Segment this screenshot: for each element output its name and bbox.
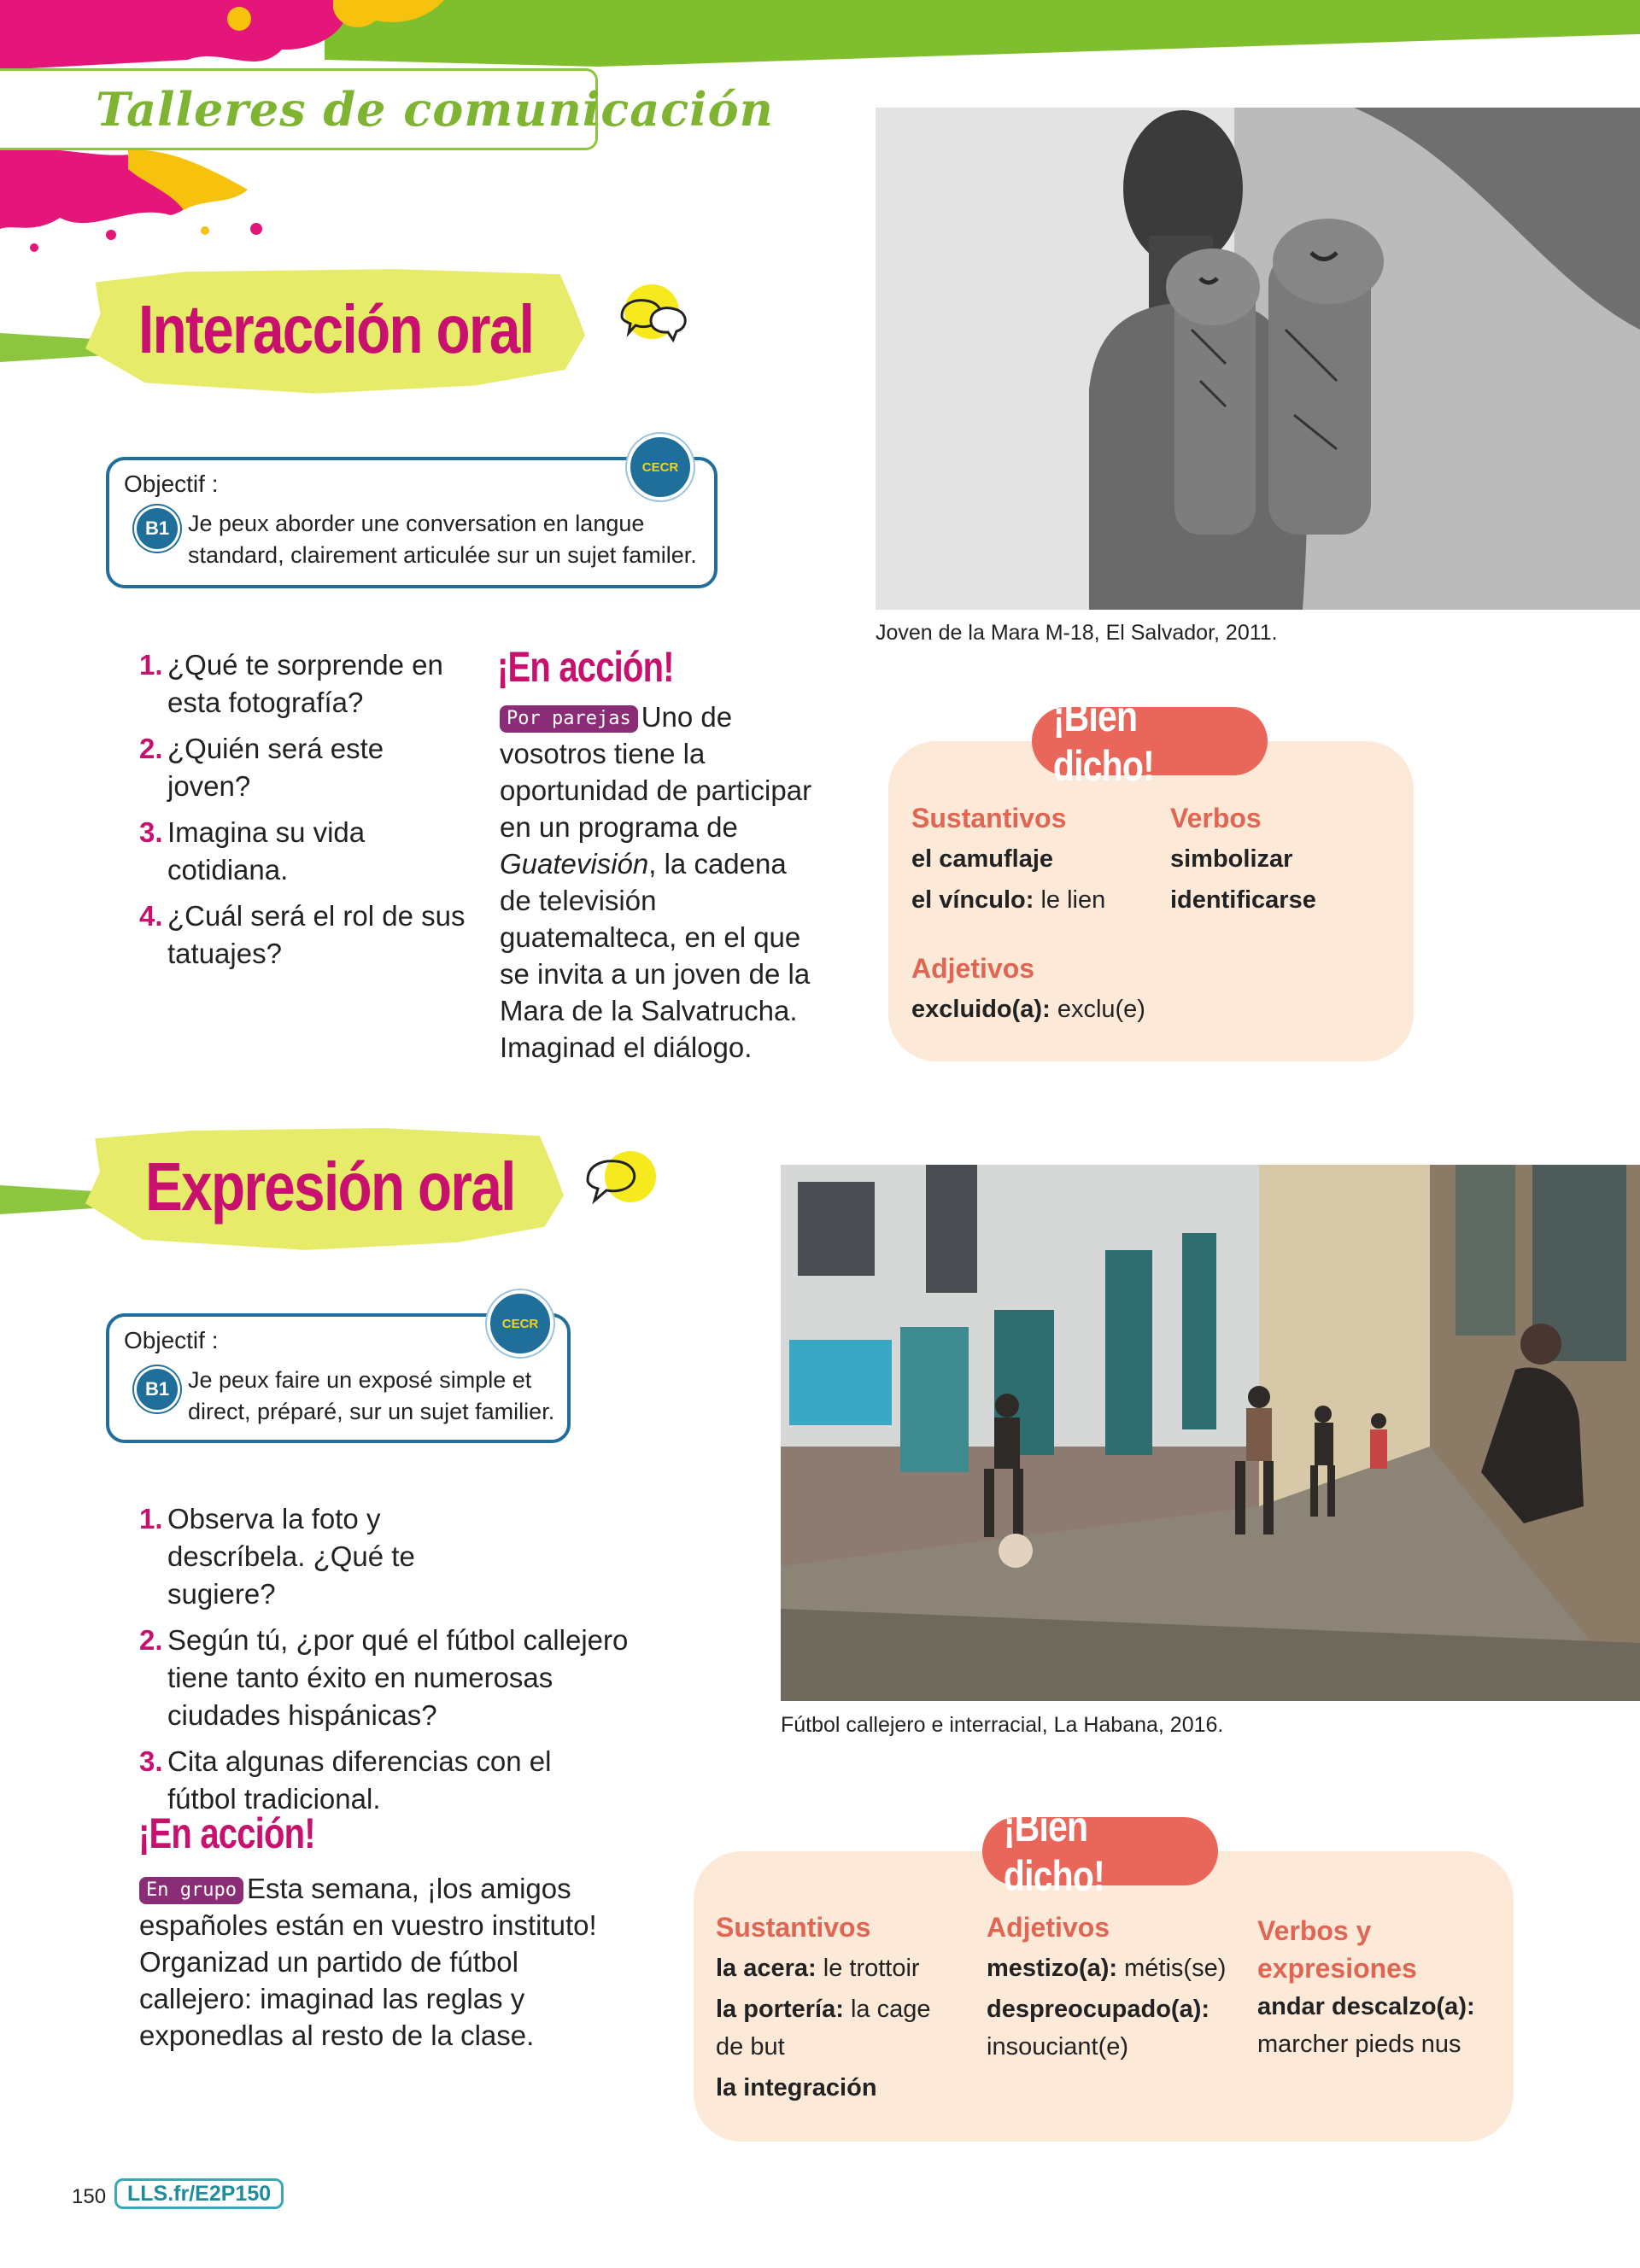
objective-label-2: Objectif :	[124, 1327, 219, 1353]
objective-text-1	[188, 508, 697, 571]
question-list-2	[139, 1500, 652, 1827]
photo-caption-1: Joven de la Mara M-18, El Salvador, 2011.	[876, 621, 1278, 645]
objective-text-1-line1: Je peux aborder une conversation en langue	[188, 511, 645, 536]
photo-caption-2: Fútbol callejero e interracial, La Habana, 2016.	[781, 1713, 1224, 1737]
bien-dicho-pill-2: ¡Bien dicho!	[982, 1817, 1218, 1885]
en-accion-title-1: ¡En acción!	[497, 643, 674, 691]
level-badge-2: B1	[134, 1366, 180, 1412]
question-item: 2. ¿Quién será este joven?	[139, 733, 384, 802]
question-item: 2. Según tú, ¿por qué el fútbol callejero tiene tanto éxito en numerosas ciudades hispánicas?	[139, 1624, 629, 1731]
bien-dicho-pill-1: ¡Bien dicho!	[1032, 707, 1268, 775]
photo-gang-member-drawing	[876, 108, 1640, 610]
task-tag-por-parejas: Por parejas	[500, 705, 638, 733]
en-accion-title-2: ¡En acción!	[138, 1809, 315, 1857]
question-item: 1. ¿Qué te sorprende en esta fotografía?	[139, 649, 443, 718]
section1-title: Interacción oral	[138, 291, 534, 367]
vocab1-adjetivos-heading: Adjetivos	[911, 953, 1035, 984]
vocab2-adjetivos-heading: Adjetivos	[987, 1912, 1110, 1943]
photo-street-football-drawing	[781, 1165, 1640, 1701]
question-item: 3. Imagina su vida cotidiana.	[139, 816, 366, 886]
objective-text-2-line2: direct, préparé, sur un sujet familier.	[188, 1399, 555, 1424]
cecr-badge-2: CECR	[487, 1290, 554, 1357]
page-header-title: Talleres de comunicación	[96, 82, 774, 137]
task-tag-en-grupo: En grupo	[139, 1877, 243, 1904]
cecr-badge-1: CECR	[627, 434, 694, 500]
photo-gang-member	[876, 108, 1640, 610]
photo-street-football	[781, 1165, 1640, 1701]
vocab1-sustantivos-heading: Sustantivos	[911, 803, 1067, 833]
en-accion-text-1: Por parejas Uno de vosotros tiene la oportunidad de participar en un programa de Guatevisión, la cadena de televisión guatemalteca, en el que se invita a un joven de la Mara de la Salvatrucha. Imaginad el diálogo.	[500, 701, 812, 1063]
question-item: 4. ¿Cuál será el rol de sus tatuajes?	[139, 900, 466, 969]
speech-bubble-icon	[581, 1148, 666, 1216]
vocab2-verbos-list: andar descalzo(a): marcher pieds nus	[1257, 1993, 1475, 2058]
section2-title: Expresión oral	[145, 1149, 515, 1225]
vocab2-adjetivos-list: mestizo(a): métis(se) despreocupado(a): insouciant(e)	[987, 1955, 1227, 2060]
question-list-1	[139, 646, 472, 981]
vocab1-sustantivos-list: el camuflaje el vínculo: le lien	[911, 845, 1106, 914]
speech-bubbles-icon	[613, 282, 699, 359]
vocab1-adjetivos-list: excluido(a): exclu(e)	[911, 996, 1145, 1023]
en-accion-text-2: En grupo Esta semana, ¡los amigos españoles están en vuestro instituto! Organizad un partido de fútbol callejero: imaginad las reglas y exponedlas al resto de la clase.	[139, 1873, 597, 2051]
vocab2-sustantivos-list: la acera: le trottoir la portería: la cage de but la integración	[716, 1955, 931, 2101]
question-item: 3. Cita algunas diferencias con el fútbol tradicional.	[139, 1745, 552, 1815]
objective-text-1-line2: standard, clairement articulée sur un sujet familer.	[188, 542, 697, 568]
page-number: 150	[72, 2185, 107, 2208]
vocab1-verbos-list: simbolizar identificarse	[1170, 845, 1316, 914]
lls-link[interactable]: LLS.fr/E2P150	[114, 2178, 284, 2209]
level-badge-1: B1	[134, 506, 180, 552]
objective-label-1: Objectif :	[124, 471, 219, 497]
vocab2-verbos-heading: Verbos y expresiones	[1257, 1915, 1417, 1984]
objective-text-2-line1: Je peux faire un exposé simple et	[188, 1367, 532, 1393]
vocab2-sustantivos-heading: Sustantivos	[716, 1912, 871, 1943]
vocab1-verbos-heading: Verbos	[1170, 803, 1262, 833]
question-item: 1. Observa la foto y descríbela. ¿Qué te sugiere?	[139, 1503, 415, 1610]
objective-text-2	[188, 1365, 554, 1428]
